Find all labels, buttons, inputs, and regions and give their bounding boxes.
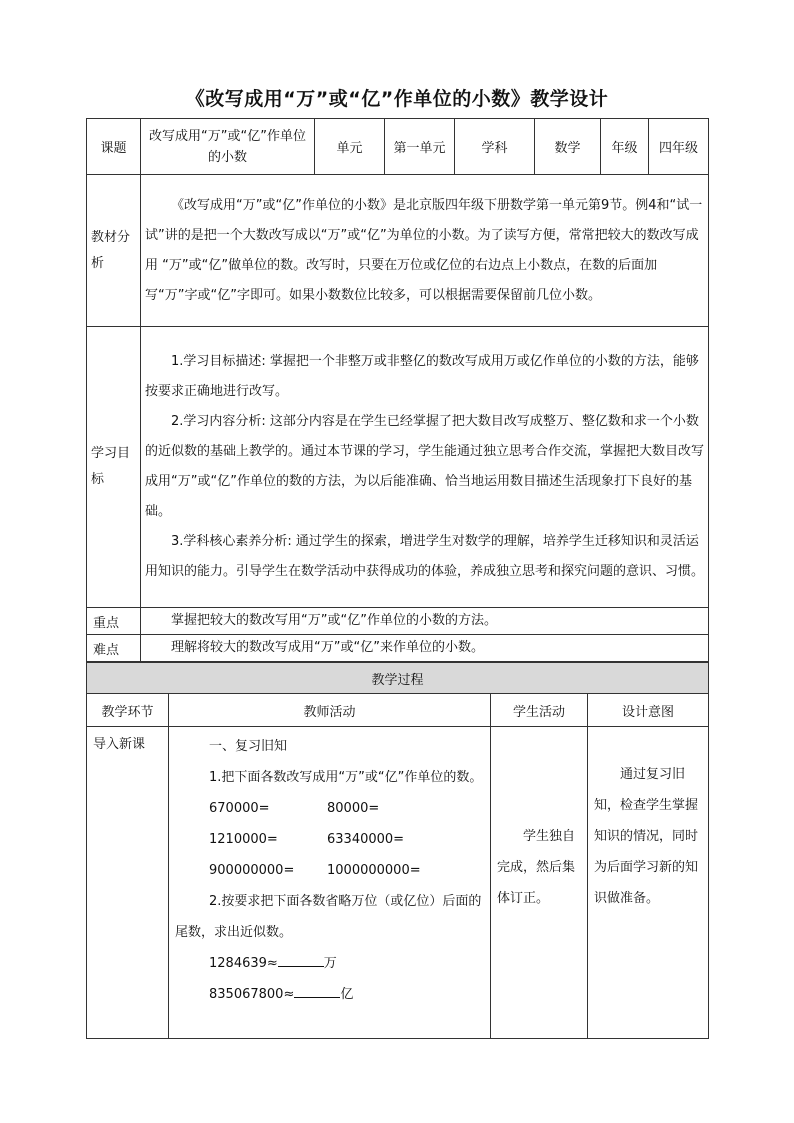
goal-item-3: 3.学科核心素养分析: 通过学生的探索，增进学生对数学的理解，培养学生迁移知识和灵活运用知识的能力。引导学生在数学活动中获得成功的体验，养成独立思考和探究问题的意识、习惯。 (145, 534, 705, 579)
approx-line-1 (175, 948, 484, 979)
goal-item-1: 1.学习目标描述: 掌握把一个非整万或非整亿的数改写成用万或亿作单位的小数的方法，能够按要求正确地进行改写。 (145, 354, 699, 399)
exercise-right: 80000= (327, 801, 380, 816)
lesson-info-table (86, 118, 709, 662)
exercise-right: 63340000= (327, 832, 405, 847)
header-row (87, 119, 709, 175)
approx-unit: 万 (323, 956, 337, 971)
student-activity-text: 学生独自完成，然后集体订正。 (497, 829, 576, 906)
analysis-text: 《改写成用“万”或“亿”作单位的小数》是北京版四年级下册数学第一单元第9节。例4和“试一试”讲的是把一个大数改写成以“万”或“亿”为单位的小数。为了读写方便，常常把较大的数改写成用 “万”或“亿”做单位的数。改写时，只要在万位或亿位的右边点上小数点，在数的后面加写“万”字或“亿”字即可。如果小数数位比较多，可以根据需要保留前几位小数。 (145, 197, 703, 303)
student-activity-cell (491, 727, 588, 1039)
subject-value: 数学 (535, 119, 601, 175)
goals-row (87, 327, 709, 608)
process-title-row (87, 663, 709, 694)
col-stage-header: 教学环节 (87, 694, 169, 727)
exercise-left: 900000000= (209, 863, 295, 878)
subject-label: 学科 (455, 119, 535, 175)
exercise-left: 670000= (209, 801, 270, 816)
approx-line-2 (175, 979, 484, 1010)
grade-label: 年级 (601, 119, 649, 175)
exercise-pair-3 (175, 855, 484, 886)
analysis-label: 教材分析 (87, 175, 141, 327)
key-point-cell (141, 608, 709, 635)
exercise-left: 1210000= (209, 832, 278, 847)
design-intent-cell (588, 727, 709, 1039)
question-1: 1.把下面各数改写成用“万”或“亿”作单位的数。 (209, 770, 483, 785)
topic-label: 课题 (87, 119, 141, 175)
goal-item-2: 2.学习内容分析: 这部分内容是在学生已经掌握了把大数目改写成整万、整亿数和求一个小数的近似数的基础上教学的。通过本节课的学习，学生能通过独立思考合作交流，掌握把大数目改写成用“万”或“亿”作单位的数的方法，为以后能准确、恰当地运用数目描述生活现象打下良好的基础。 (145, 414, 705, 519)
review-title: 一、复习旧知 (209, 739, 288, 754)
answer-blank[interactable] (278, 952, 324, 967)
process-header-row (87, 694, 709, 727)
approx-number: 835067800≈ (209, 987, 295, 1002)
unit-value: 第一单元 (385, 119, 455, 175)
analysis-cell (141, 175, 709, 327)
difficulty-cell (141, 635, 709, 662)
difficulty-text: 理解将较大的数改写成用“万”或“亿”来作单位的小数。 (171, 640, 484, 655)
stage-cell: 导入新课 (87, 727, 169, 1039)
unit-label: 单元 (315, 119, 385, 175)
col-design-header: 设计意图 (588, 694, 709, 727)
goals-label: 学习目标 (87, 327, 141, 608)
intro-row (87, 727, 709, 1039)
document-title: 《改写成用“万”或“亿”作单位的小数》教学设计 (185, 88, 609, 110)
answer-blank[interactable] (294, 983, 340, 998)
goals-cell (141, 327, 709, 608)
col-student-header: 学生活动 (491, 694, 588, 727)
grade-value: 四年级 (649, 119, 709, 175)
difficulty-row (87, 635, 709, 662)
process-title: 教学过程 (87, 663, 709, 694)
design-intent-text: 通过复习旧知，检查学生掌握知识的情况，同时为后面学习新的知识做准备。 (594, 767, 699, 906)
exercise-right: 1000000000= (327, 863, 421, 878)
topic-value: 改写成用“万”或“亿”作单位的小数 (141, 119, 315, 175)
question-2: 2.按要求把下面各数省略万位（或亿位）后面的尾数，求出近似数。 (175, 894, 482, 940)
key-point-label: 重点 (87, 608, 141, 635)
key-point-text: 掌握把较大的数改写用“万”或“亿”作单位的小数的方法。 (171, 613, 497, 628)
analysis-row (87, 175, 709, 327)
approx-unit: 亿 (340, 987, 354, 1002)
teacher-activity-cell (169, 727, 491, 1039)
exercise-pair-2 (175, 824, 484, 855)
process-table (86, 662, 709, 1039)
key-point-row (87, 608, 709, 635)
approx-number: 1284639≈ (209, 956, 278, 971)
col-teacher-header: 教师活动 (169, 694, 491, 727)
difficulty-label: 难点 (87, 635, 141, 662)
exercise-pair-1 (175, 793, 484, 824)
